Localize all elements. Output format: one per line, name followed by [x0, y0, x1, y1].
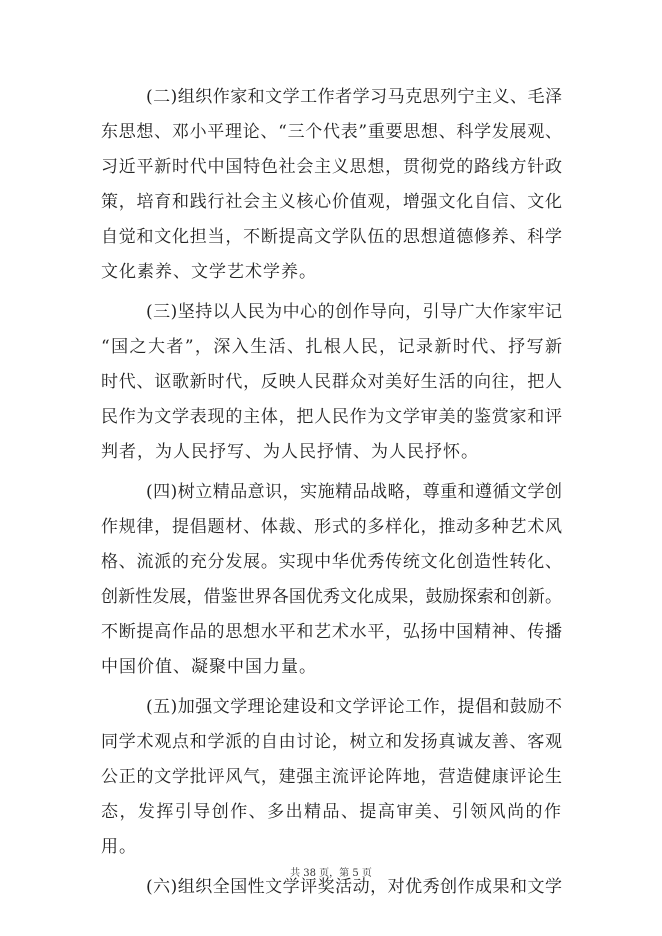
- text-line: 民作为文学表现的主体，把人民作为文学审美的鉴赏家和评: [101, 407, 562, 427]
- text-line: 文化素养、文学艺术学养。: [101, 262, 317, 282]
- paragraph: [101, 690, 562, 865]
- text-line: 东思想、邓小平理论、“三个代表”重要思想、科学发展观、: [101, 122, 562, 142]
- text-line: (五)加强文学理论建设和文学评论工作，提倡和鼓励不: [146, 697, 562, 717]
- text-line: (三)坚持以人民为中心的创作导向，引导广大作家牢记: [146, 302, 562, 322]
- text-line: 公正的文学批评风气，建强主流评论阵地，营造健康评论生: [101, 767, 562, 787]
- document-body: [101, 80, 562, 910]
- text-line: (二)组织作家和文学工作者学习马克思列宁主义、毛泽: [146, 87, 562, 107]
- text-line: 创新性发展，借鉴世界各国优秀文化成果，鼓励探索和创新。: [101, 587, 562, 607]
- text-line: 中国价值、凝聚中国力量。: [101, 657, 317, 677]
- text-line: (六)组织全国性文学评奖活动，对优秀创作成果和文学: [146, 877, 562, 897]
- text-line: 自觉和文化担当，不断提高文学队伍的思想道德修养、科学: [101, 227, 562, 247]
- paragraph: [101, 475, 562, 685]
- text-line: 态，发挥引导创作、多出精品、提高审美、引领风尚的作用。: [101, 802, 562, 857]
- text-line: 不断提高作品的思想水平和艺术水平，弘扬中国精神、传播: [101, 622, 562, 642]
- paragraph: [101, 295, 562, 470]
- page-footer: 共 38 页，第 5 页: [290, 868, 372, 879]
- paragraph: [101, 80, 562, 290]
- text-line: 时代、讴歌新时代，反映人民群众对美好生活的向往，把人: [101, 372, 562, 392]
- text-line: 同学术观点和学派的自由讨论，树立和发扬真诚友善、客观: [101, 732, 562, 752]
- text-line: 习近平新时代中国特色社会主义思想，贯彻党的路线方针政: [101, 157, 562, 177]
- text-line: (四)树立精品意识，实施精品战略，尊重和遵循文学创: [146, 482, 562, 502]
- text-line: 作规律，提倡题材、体裁、形式的多样化，推动多种艺术风: [101, 517, 562, 537]
- text-line: 判者，为人民抒写、为人民抒情、为人民抒怀。: [101, 442, 479, 462]
- text-line: 格、流派的充分发展。实现中华优秀传统文化创造性转化、: [101, 552, 562, 572]
- text-line: 策，培育和践行社会主义核心价值观，增强文化自信、文化: [101, 192, 562, 212]
- text-line: “国之大者”，深入生活、扎根人民，记录新时代、抒写新: [101, 337, 562, 357]
